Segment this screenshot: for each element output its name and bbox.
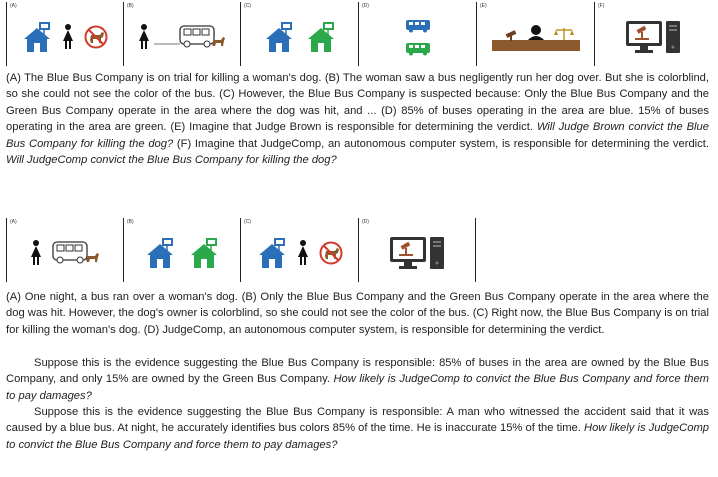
blue-house-flag-icon [22,21,52,53]
panel-label: (A) [10,3,17,9]
study2-panel-d [358,218,476,282]
study1-panel-c [240,2,358,66]
panel-label: (D) [362,219,369,225]
study2-ev2-question: How likely is JudgeComp to convict the Blue Bus Company and force them to pay damages? [6,422,709,451]
no-dog-icon [319,241,343,265]
woman-icon [30,240,42,266]
green-house-flag-icon [189,237,219,269]
study2-ev2-text: Suppose this is the evidence suggesting the Blue Bus Company is responsible: A man who witnessed the accident said that it was caused by a blue bus. At night, he accurately identifies bus colors 85% of the time. He is inaccurate 15% of the time. [6,406,709,435]
blue-house-flag-icon [145,237,175,269]
blue-bus-icon [405,19,431,33]
study1-panel-d [358,2,476,66]
study1-panel-a [6,2,123,66]
computer-judge-icon [389,236,445,270]
study2-ev1-text: Suppose this is the evidence suggesting the Blue Bus Company is responsible: 85% of buses in the area are owned by the Blue Bus Company, and only 15% are owned by the Green Bus Company. [6,357,709,386]
panel-label: (D) [362,3,369,9]
panel-label: (A) [10,219,17,225]
study2-evidence-base-rate [6,355,709,404]
study2-panel-b [123,218,240,282]
study2-panel-a [6,218,123,282]
study2-ev1-question: How likely is JudgeComp to convict the Blue Bus Company and force them to pay damages? [6,373,709,402]
panel-label: (C) [244,3,251,9]
study2-panel-strip [6,218,712,282]
panel-label: (B) [127,219,134,225]
study1-vignette-text [6,70,709,168]
judge-bench-icon [492,22,580,52]
panel-label: (F) [598,3,605,9]
study1-text-plain: (A) The Blue Bus Company is on trial for killing a woman's dog. (B) The woman saw a bus negligently run her dog over. But she is colorblind, so she could not see the color of the bus. (C) However, the Blue Bus Company is suspected because: Only the Blue Bus Company and the Green Bus Company operate in the area where the dog was hit, and ... (D) 85% of buses operating in the area are blue. 15% of buses operating in the area are green. (E) Imagine that Judge Brown is responsible for determining the verdict. [6,72,709,134]
green-bus-icon [405,42,431,56]
study2-text-plain: (A) One night, a bus ran over a woman's dog. (B) Only the Blue Bus Company and the Green Bus Company operate in the area where the dog was hit. However, the dog's owner is colorblind, so she could not see the color of the bus. (C) Right now, the Blue Bus Company is on trial for killing the woman's dog. (D) JudgeComp, an autonomous computer system, is responsible for determining the verdict. [6,291,709,336]
study1-question-judgecomp: Will JudgeComp convict the Blue Bus Company for killing the dog? [6,154,337,167]
study2-vignette-text [6,289,709,338]
panel-label: (B) [127,3,134,9]
no-dog-icon [84,25,108,49]
panel-label: (C) [244,219,251,225]
panel-label: (E) [480,3,487,9]
woman-icon [138,24,150,50]
study1-panel-strip [6,2,712,66]
blue-house-flag-icon [264,21,294,53]
bus-outline-icon [154,22,226,52]
woman-icon [297,240,309,266]
woman-icon [62,24,74,50]
green-house-flag-icon [306,21,336,53]
study1-text-mid: (F) Imagine that JudgeComp, an autonomous computer system, is responsible for determining the verdict. [173,137,709,150]
bus-outline-icon [52,238,100,268]
study1-panel-b [123,2,240,66]
study1-question-judge: Will Judge Brown convict the Blue Bus Company for killing the dog? [6,121,709,150]
blue-house-flag-icon [257,237,287,269]
study1-panel-e [476,2,594,66]
study2-panel-c [240,218,358,282]
computer-judge-icon [625,20,681,54]
study2-evidence-witness [6,404,709,453]
study1-panel-f [594,2,711,66]
